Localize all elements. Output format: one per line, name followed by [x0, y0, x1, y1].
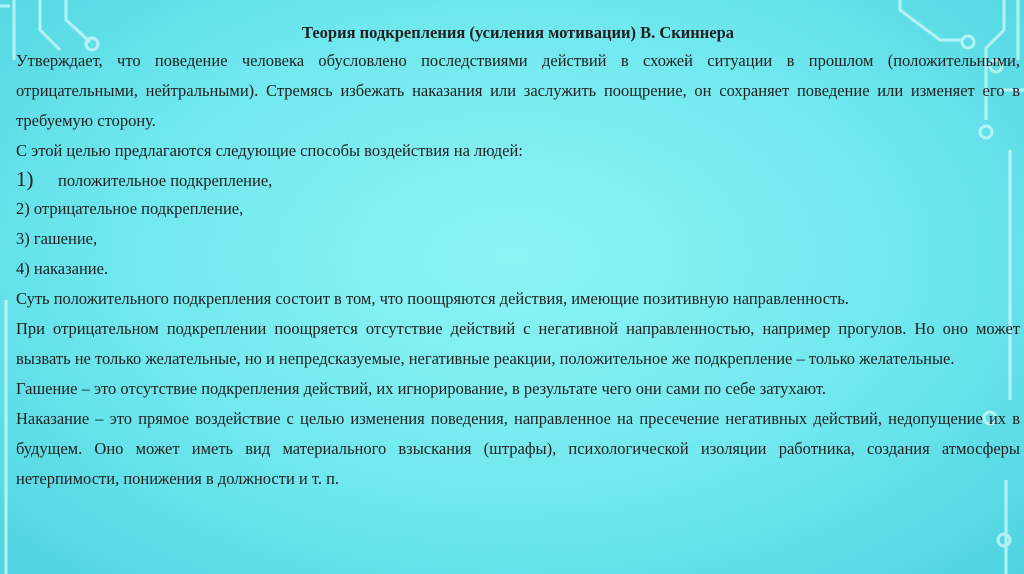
extinction-paragraph: Гашение – это отсутствие подкрепления действий, их игнорирование, в результате чего они сами по себе затухают.	[16, 379, 826, 398]
list-item-1	[16, 166, 1020, 194]
intro-paragraph: Утверждает, что поведение человека обусловлено последствиями действий в схожей ситуации в прошлом (положительными, отрицательными, нейтральными). Стремясь избежать наказания или заслужить поощрение, он сохраняет поведение или изменяет его в требуемую сторону.	[16, 51, 1020, 130]
methods-intro: С этой целью предлагаются следующие способы воздействия на людей:	[16, 141, 523, 160]
punishment-paragraph: Наказание – это прямое воздействие с целью изменения поведения, направленное на пресечение негативных действий, недопущение их в будущем. Оно может иметь вид материального взыскания (штрафы), психологической изоляции работника, создания атмосферы нетерпимости, понижения в должности и т. п.	[16, 409, 1020, 488]
slide-content	[16, 22, 1020, 494]
list-item-3: 3) гашение,	[16, 229, 98, 248]
positive-reinforcement-paragraph: Суть положительного подкрепления состоит в том, что поощряются действия, имеющие позитивную направленность.	[16, 289, 849, 308]
list-item-2: 2) отрицательное подкрепление,	[16, 199, 244, 218]
list-item-1-text: положительное подкрепление,	[58, 171, 273, 190]
list-item-4: 4) наказание.	[16, 259, 109, 278]
slide-title: Теория подкрепления (усиления мотивации) В. Скиннера	[301, 23, 735, 42]
negative-reinforcement-paragraph: При отрицательном подкреплении поощряется отсутствие действий с негативной направленностью, например прогулов. Но оно может вызвать не только желательные, но и непредсказуемые, негативные реакции, положительное же подкрепление – только желательные.	[16, 319, 1020, 368]
list-item-1-number: 1)	[16, 167, 34, 191]
